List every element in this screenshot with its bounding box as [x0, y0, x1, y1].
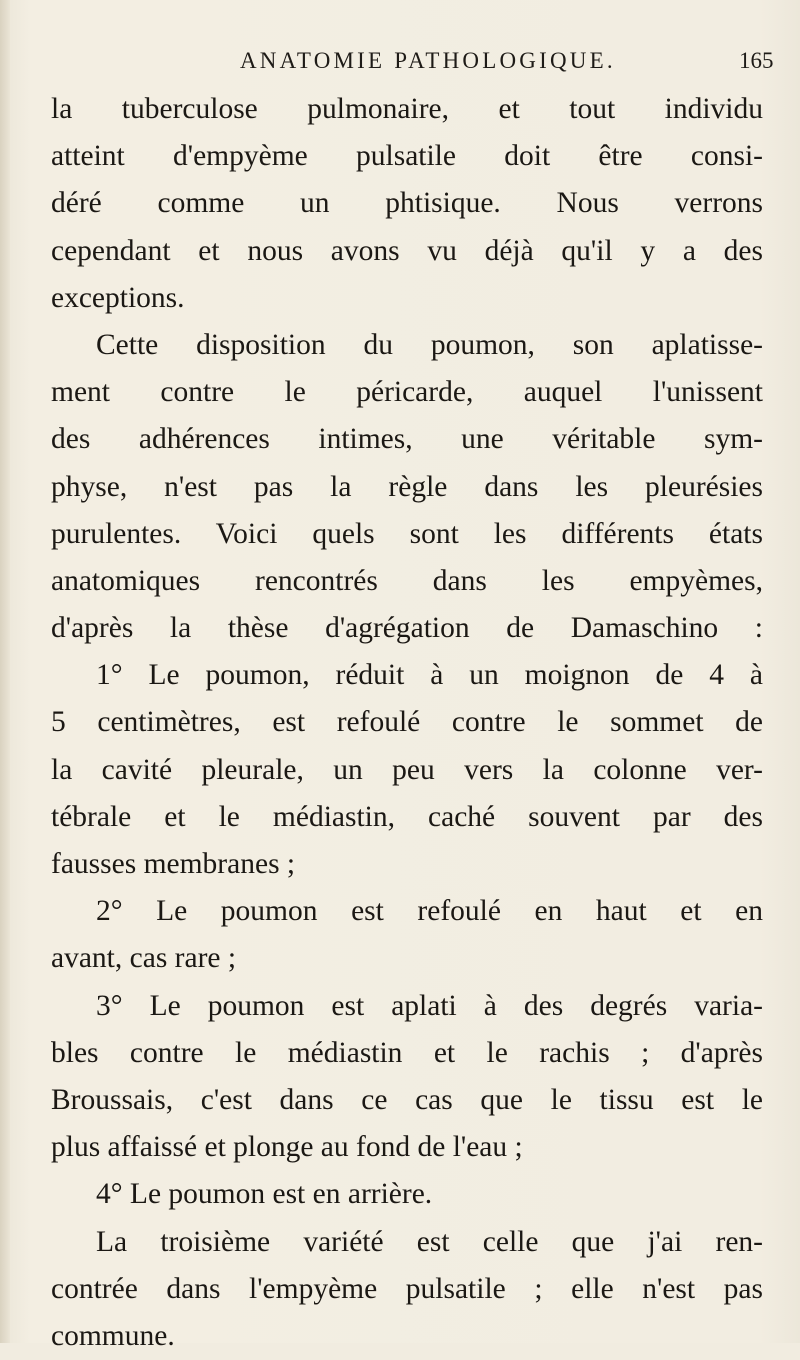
- list-item-4: 4° Le poumon est en arrière.: [96, 1178, 433, 1211]
- text-line: contrée dans l'empyème pulsatile ; elle n'est pas: [51, 1272, 763, 1305]
- text-line: cependant et nous avons vu déjà qu'il y a des: [51, 234, 763, 267]
- page-number: 165: [739, 48, 774, 73]
- text-line: 5 centimètres, est refoulé contre le sommet de: [51, 706, 763, 739]
- text-line: anatomiques rencontrés dans les empyèmes,: [51, 564, 763, 597]
- list-item-3: 3° Le poumon est aplati à des degrés varia-: [96, 989, 763, 1022]
- paragraph-start: La troisième variété est celle que j'ai ren-: [96, 1225, 763, 1258]
- text-line: exceptions.: [51, 281, 185, 314]
- list-item-1: 1° Le poumon, réduit à un moignon de 4 à: [96, 659, 763, 692]
- running-title: ANATOMIE PATHOLOGIQUE.: [240, 48, 616, 73]
- text-line: commune.: [51, 1319, 175, 1352]
- text-line: atteint d'empyème pulsatile doit être consi-: [51, 140, 763, 173]
- text-line: plus affaissé et plonge au fond de l'eau ;: [51, 1131, 523, 1164]
- text-line: physe, n'est pas la règle dans les pleurésies: [51, 470, 763, 503]
- text-line: fausses membranes ;: [51, 848, 296, 880]
- text-line: déré comme un phtisique. Nous verrons: [51, 187, 763, 220]
- text-line: la tuberculose pulmonaire, et tout individu: [51, 93, 763, 125]
- text-line: d'après la thèse d'agrégation de Damaschino :: [51, 612, 763, 645]
- text-line: bles contre le médiastin et le rachis ; d'après: [51, 1036, 763, 1069]
- list-item-2: 2° Le poumon est refoulé en haut et en: [96, 895, 763, 928]
- running-head: [0, 48, 800, 88]
- body-text: [51, 86, 763, 1360]
- text-line: ment contre le péricarde, auquel l'unissent: [51, 376, 763, 409]
- text-line: purulentes. Voici quels sont les différents états: [51, 517, 763, 550]
- paragraph-start: Cette disposition du poumon, son aplatisse-: [96, 328, 763, 361]
- text-line: avant, cas rare ;: [51, 942, 237, 975]
- text-line: des adhérences intimes, une véritable sym-: [51, 423, 763, 456]
- text-line: Broussais, c'est dans ce cas que le tissu est le: [51, 1083, 763, 1116]
- text-line: tébrale et le médiastin, caché souvent par des: [51, 800, 763, 833]
- text-line: la cavité pleurale, un peu vers la colonne ver-: [51, 753, 763, 786]
- page-gutter-shadow: [0, 0, 10, 1343]
